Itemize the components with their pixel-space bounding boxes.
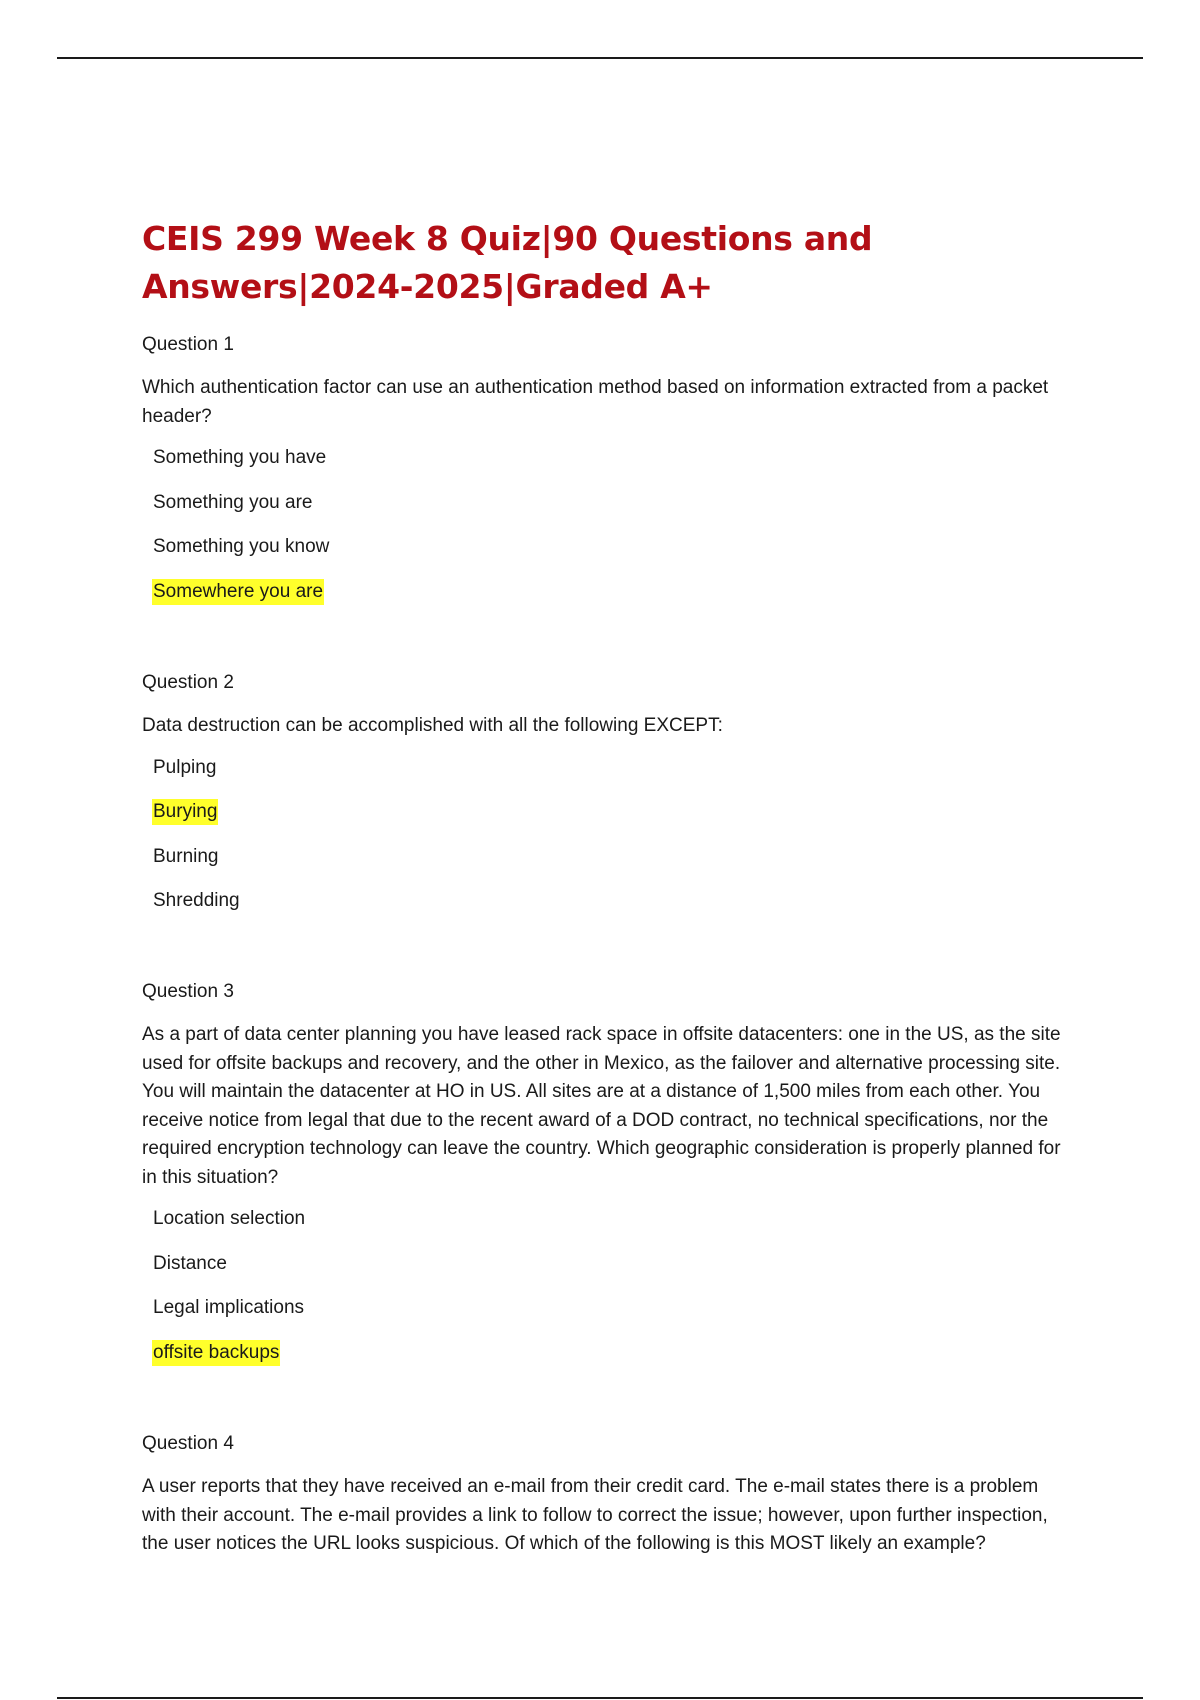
question-text: Data destruction can be accomplished with all the following EXCEPT: xyxy=(142,715,723,736)
answer-options xyxy=(142,445,1062,623)
document-page xyxy=(142,215,1062,1554)
answer-option xyxy=(152,844,1062,889)
question-label: Question 2 xyxy=(142,672,234,693)
answer-option-text: offsite backups xyxy=(152,1340,280,1366)
question-1 xyxy=(142,333,1062,623)
answer-option-text: Somewhere you are xyxy=(152,579,324,605)
question-text: A user reports that they have received an e-mail from their credit card. The e-mail states there is a problem with their account. The e-mail provides a link to follow to correct the issue; however, upon further inspection, the user notices the URL looks suspicious. Of which of the following is this MOST likely an example? xyxy=(142,1476,1048,1554)
answer-options xyxy=(142,1206,1062,1384)
answer-option xyxy=(152,1295,1062,1340)
answer-option xyxy=(152,755,1062,800)
question-2 xyxy=(142,671,1062,933)
answer-option-text: Something you have xyxy=(153,447,327,468)
answer-option xyxy=(152,490,1062,535)
question-3 xyxy=(142,980,1062,1384)
answer-option-text: Legal implications xyxy=(153,1297,305,1318)
answer-option-text: Burying xyxy=(152,799,218,825)
answer-option-text: Burning xyxy=(153,845,219,867)
question-4 xyxy=(142,1432,1062,1573)
question-label: Question 3 xyxy=(142,981,234,1002)
answer-option xyxy=(152,1206,1062,1251)
question-text: As a part of data center planning you have leased rack space in offsite datacenters: one in the US, as the site used for offsite backups and recovery, and the other in Mexico, as the failover and alternative processing site. You will maintain the datacenter at HO in US. All sites are at a distance of 1,500 miles from each other. You receive notice from legal that due to the recent award of a DOD contract, no technical specifications, nor the required encryption technology can leave the country. Which geographic consideration is properly planned for in this situation? xyxy=(142,1024,1061,1188)
question-label: Question 1 xyxy=(142,334,234,355)
question-label: Question 4 xyxy=(142,1433,234,1454)
answer-option-text: Pulping xyxy=(153,756,217,778)
answer-options xyxy=(142,755,1062,933)
answer-option-text: Something you are xyxy=(153,491,313,513)
answer-option-text: Location selection xyxy=(153,1208,306,1229)
answer-option xyxy=(152,1251,1062,1296)
answer-option-text: Something you know xyxy=(153,536,330,557)
answer-option xyxy=(152,888,1062,933)
top-divider xyxy=(57,57,1143,59)
answer-option xyxy=(152,445,1062,490)
question-text: Which authentication factor can use an authentication method based on information extracted from a packet header? xyxy=(142,377,1049,427)
bottom-divider xyxy=(57,1697,1143,1699)
answer-option xyxy=(152,534,1062,579)
answer-option-correct xyxy=(152,799,1062,844)
answer-option-text: Distance xyxy=(153,1252,227,1274)
answer-option-correct xyxy=(152,1340,1062,1385)
answer-option-correct xyxy=(152,579,1062,624)
document-title: CEIS 299 Week 8 Quiz|90 Questions and Answers|2024-2025|Graded A+ xyxy=(142,219,873,306)
answer-option-text: Shredding xyxy=(153,890,240,911)
